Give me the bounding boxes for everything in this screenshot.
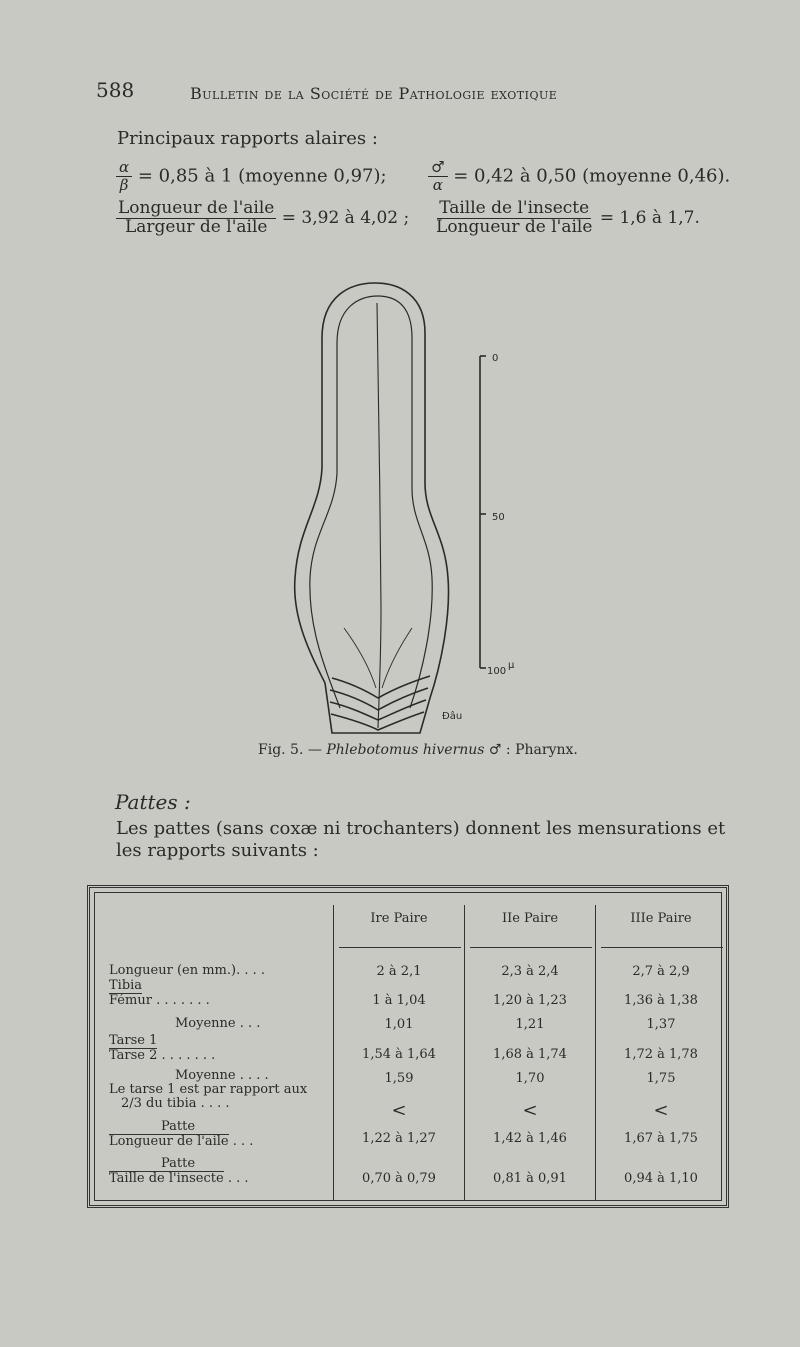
table-cell: < [653, 1100, 669, 1121]
table-cell: 1,68 à 1,74 [493, 1047, 567, 1062]
col-header-pair-1: Ire Paire [370, 911, 428, 926]
figure-caption [258, 742, 578, 758]
row-label-patte-aile [109, 1120, 253, 1149]
label-line-2: 2/3 du tibia . . . . [121, 1096, 230, 1111]
wing-ratios-row-2 [116, 200, 700, 237]
label-dots: . . . [227, 1171, 249, 1186]
table-cell: 1,59 [384, 1071, 414, 1086]
wing-ratios-row-1 [116, 160, 730, 193]
wing-ratios-intro: Principaux rapports alaires : [117, 128, 378, 149]
label-line-1: Le tarse 1 est par rapport aux [109, 1082, 308, 1097]
table-cell: 1,42 à 1,46 [493, 1131, 567, 1146]
page-number: 588 [96, 78, 135, 102]
column-divider [595, 905, 596, 1200]
scale-bar [480, 356, 486, 668]
ratio-numerator: Taille de l'insecte [439, 198, 590, 218]
row-label-moyenne: Moyenne . . . [175, 1016, 261, 1031]
table-cell: 0,94 à 1,10 [624, 1171, 698, 1186]
ratio-denominator: Longueur de l'aile [436, 216, 593, 237]
column-divider [333, 905, 334, 1200]
table-cell: 2 à 2,1 [376, 964, 422, 979]
header-rule [601, 947, 723, 948]
label-dots: . . . . . . . [156, 993, 210, 1008]
ratio-denominator: Largeur de l'aile [124, 216, 268, 237]
label-denominator: Longueur de l'aile [109, 1134, 229, 1149]
caption-species: Phlebotomus hivernus [326, 742, 485, 758]
row-label-tarse-comparison [109, 1083, 307, 1111]
header-rule [339, 947, 461, 948]
scale-label-50: 50 [492, 512, 505, 523]
row-label-tibia-femur [109, 979, 210, 1008]
table-cell: 1,72 à 1,78 [624, 1047, 698, 1062]
section-heading-pattes: Pattes : [115, 790, 191, 814]
label-numerator: Patte [161, 1119, 196, 1134]
table-cell: < [391, 1100, 407, 1121]
column-divider [464, 905, 465, 1200]
ratio-numerator: Longueur de l'aile [118, 198, 275, 218]
scale-label-0: 0 [492, 353, 499, 364]
ratio-value: = 3,92 à 4,02 ; [281, 207, 410, 228]
scale-unit: μ [508, 660, 515, 671]
col-header-pair-3: IIIe Paire [630, 911, 692, 926]
table-cell: 1,21 [515, 1017, 545, 1032]
ratio-male-alpha [428, 160, 447, 193]
label-numerator: Tarse 1 [109, 1033, 158, 1048]
ratio-value: = 1,6 à 1,7. [599, 207, 700, 228]
row-label-longueur: Longueur (en mm.). . . . [109, 963, 265, 978]
table-cell: 1 à 1,04 [372, 993, 426, 1008]
table-cell: 1,54 à 1,64 [362, 1047, 436, 1062]
table-cell: 1,20 à 1,23 [493, 993, 567, 1008]
artist-signature: Đâu [442, 711, 463, 722]
ratio-denominator: α [432, 176, 443, 194]
label-numerator: Tibia [109, 978, 143, 993]
pharynx-figure [280, 278, 520, 738]
scale-label-100: 100 [487, 666, 507, 677]
label-numerator: Patte [161, 1156, 196, 1171]
table-cell: 0,81 à 0,91 [493, 1171, 567, 1186]
row-label-patte-insecte [109, 1157, 249, 1186]
table-cell: 1,22 à 1,27 [362, 1131, 436, 1146]
leg-measurements-table [87, 885, 729, 1208]
table-cell: 1,67 à 1,75 [624, 1131, 698, 1146]
ratio-numerator: α [116, 160, 132, 177]
header-rule [470, 947, 592, 948]
ratio-length-width [116, 200, 276, 237]
label-denominator: Fémur [109, 993, 152, 1008]
ratio-value: = 0,42 à 0,50 (moyenne 0,46). [453, 165, 731, 187]
row-label-moyenne: Moyenne . . . . [175, 1068, 269, 1083]
ratio-numerator: ♂ [428, 160, 447, 177]
label-dots: . . . [232, 1134, 254, 1149]
caption-suffix: ♂ : Pharynx. [484, 742, 578, 758]
table-cell: 0,70 à 0,79 [362, 1171, 436, 1186]
caption-prefix: Fig. 5. — [258, 742, 327, 758]
row-label-tarse [109, 1034, 215, 1063]
label-denominator: Tarse 2 [109, 1048, 158, 1063]
ratio-value: = 0,85 à 1 (moyenne 0,97); [137, 165, 387, 187]
table-cell: < [522, 1100, 538, 1121]
col-header-pair-2: IIe Paire [501, 911, 559, 926]
label-dots: . . . . . . . [161, 1048, 216, 1063]
table-cell: 1,75 [646, 1071, 676, 1086]
label-denominator: Taille de l'insecte [109, 1171, 224, 1186]
ratio-alpha-beta [116, 160, 132, 193]
legs-paragraph: Les pattes (sans coxæ ni trochanters) donnent les mensurations et les rapports suivants : [116, 818, 726, 861]
table-cell: 2,7 à 2,9 [632, 964, 690, 979]
table-cell: 1,37 [646, 1017, 676, 1032]
table-cell: 1,70 [515, 1071, 545, 1086]
pharynx-drawing [295, 283, 449, 733]
ratio-denominator: β [119, 176, 129, 194]
table-cell: 1,01 [384, 1017, 414, 1032]
table-inner-frame [94, 892, 722, 1201]
ratio-size-length [434, 200, 594, 237]
table-cell: 1,36 à 1,38 [624, 993, 698, 1008]
table-cell: 2,3 à 2,4 [501, 964, 559, 979]
journal-title: Bulletin de la Société de Pathologie exotique [190, 84, 558, 103]
